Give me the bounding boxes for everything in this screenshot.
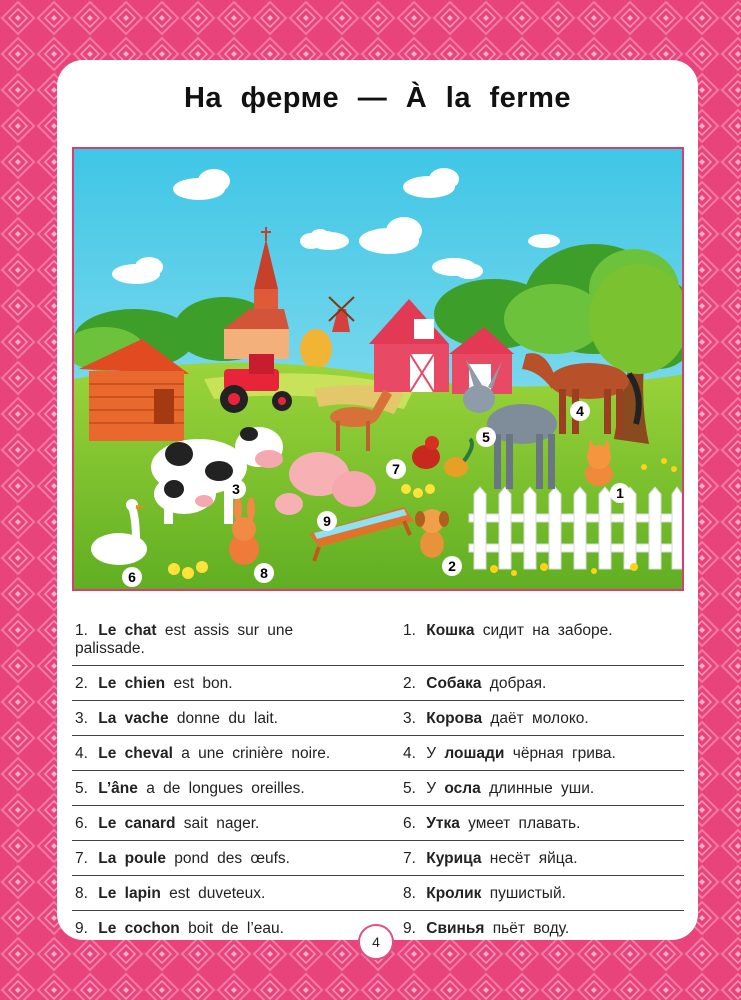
cat — [585, 439, 613, 486]
french-rest: a une crinière noire. — [172, 745, 331, 762]
russian-sentence — [378, 841, 684, 875]
item-number: 7. — [403, 850, 416, 867]
french-rest: est assis sur une palissade. — [75, 622, 294, 657]
vocabulary-row — [72, 876, 684, 911]
item-number: 1. — [403, 622, 416, 639]
french-sentence — [72, 911, 378, 945]
marker-5: 5 — [482, 429, 490, 445]
vocabulary-row — [72, 806, 684, 841]
russian-sentence — [378, 701, 684, 735]
marker-1: 1 — [616, 485, 624, 501]
item-number: 5. — [75, 780, 88, 797]
french-sentence — [72, 806, 378, 840]
russian-rest: пушистый. — [481, 885, 566, 902]
item-number: 1. — [75, 622, 88, 639]
item-number: 2. — [75, 675, 88, 692]
french-word: Le chat — [98, 622, 157, 639]
french-sentence — [72, 876, 378, 910]
vocabulary-row — [72, 841, 684, 876]
vocabulary-row — [72, 736, 684, 771]
farm-illustration — [72, 147, 684, 591]
russian-sentence — [378, 612, 684, 665]
item-number: 5. — [403, 780, 416, 797]
russian-sentence — [378, 771, 684, 805]
french-word: La poule — [98, 850, 166, 867]
item-number: 9. — [75, 920, 88, 937]
french-sentence — [72, 841, 378, 875]
vocabulary-row — [72, 701, 684, 736]
vocabulary-list — [72, 612, 684, 945]
russian-rest: даёт молоко. — [482, 710, 589, 727]
marker-3: 3 — [232, 481, 240, 497]
russian-rest: несёт яйца. — [481, 850, 578, 867]
french-word: L’âne — [98, 780, 138, 797]
french-rest: pond des œufs. — [165, 850, 290, 867]
french-word: Le cheval — [98, 745, 173, 762]
vocabulary-row — [72, 771, 684, 806]
russian-word: Корова — [426, 710, 483, 727]
french-word: Le lapin — [98, 885, 161, 902]
white-fence — [469, 487, 682, 569]
russian-sentence — [378, 666, 684, 700]
french-rest: donne du lait. — [168, 710, 278, 727]
russian-word: лошади — [444, 745, 505, 762]
french-rest: est bon. — [165, 675, 233, 692]
russian-word: осла — [444, 780, 481, 797]
item-number: 8. — [75, 885, 88, 902]
item-number: 7. — [75, 850, 88, 867]
russian-rest: умеет плавать. — [459, 815, 581, 832]
french-word: Le chien — [98, 675, 166, 692]
french-sentence — [72, 701, 378, 735]
russian-rest: пьёт воду. — [484, 920, 570, 937]
russian-sentence — [378, 876, 684, 910]
marker-9: 9 — [323, 513, 331, 529]
russian-word: Кошка — [426, 622, 475, 639]
item-number: 3. — [75, 710, 88, 727]
marker-6: 6 — [128, 569, 136, 585]
french-rest: est duveteux. — [160, 885, 266, 902]
french-sentence — [72, 771, 378, 805]
russian-rest: сидит на заборе. — [474, 622, 613, 639]
french-word: La vache — [98, 710, 169, 727]
vocabulary-row — [72, 666, 684, 701]
marker-8: 8 — [260, 565, 268, 581]
item-number: 3. — [403, 710, 416, 727]
russian-rest: длинные уши. — [480, 780, 595, 797]
item-number: 9. — [403, 920, 416, 937]
french-rest: sait nager. — [175, 815, 260, 832]
russian-word: Свинья — [426, 920, 485, 937]
marker-7: 7 — [392, 461, 400, 477]
french-word: Le cochon — [98, 920, 180, 937]
russian-sentence — [378, 736, 684, 770]
item-number: 2. — [403, 675, 416, 692]
russian-rest: чёрная грива. — [504, 745, 616, 762]
russian-word: Утка — [426, 815, 460, 832]
russian-prefix: У — [426, 780, 445, 797]
russian-sentence — [378, 911, 684, 945]
french-sentence — [72, 736, 378, 770]
russian-word: Курица — [426, 850, 482, 867]
marker-4: 4 — [576, 403, 584, 419]
page-number: 4 — [358, 924, 394, 960]
item-number: 6. — [403, 815, 416, 832]
page-title: На ферме — À la ferme — [183, 82, 571, 114]
russian-word: Собака — [426, 675, 482, 692]
french-rest: boit de l’eau. — [179, 920, 284, 937]
item-number: 8. — [403, 885, 416, 902]
french-sentence — [72, 666, 378, 700]
french-sentence — [72, 612, 378, 665]
russian-sentence — [378, 806, 684, 840]
russian-rest: добрая. — [481, 675, 547, 692]
item-number: 4. — [75, 745, 88, 762]
vocabulary-row — [72, 612, 684, 666]
russian-word: Кролик — [426, 885, 482, 902]
marker-2: 2 — [448, 558, 456, 574]
item-number: 4. — [403, 745, 416, 762]
french-word: Le canard — [98, 815, 176, 832]
russian-prefix: У — [426, 745, 445, 762]
french-rest: a de longues oreilles. — [137, 780, 305, 797]
item-number: 6. — [75, 815, 88, 832]
